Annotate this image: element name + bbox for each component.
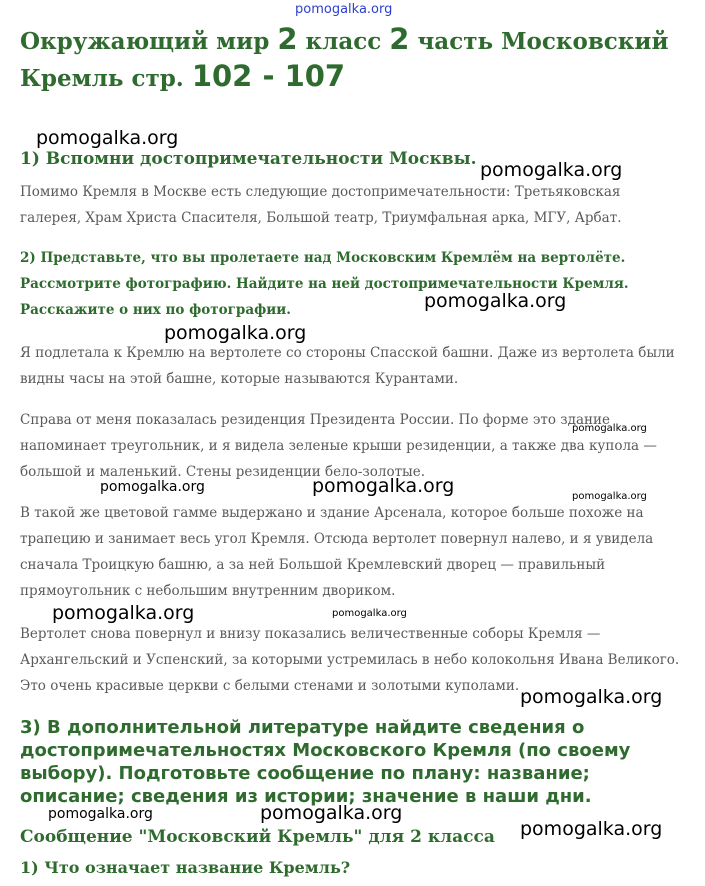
- watermark: pomogalka.org: [424, 290, 567, 312]
- title-pages: 102 - 107: [191, 59, 346, 93]
- question-2-heading: 2) Представьте, что вы пролетаете над Московским Кремлём на вертолёте. Рассмотрите фотографию. Найдите на ней достопримечательности Кремля. Расскажите о них по фотографии.: [20, 250, 629, 318]
- watermark: pomogalka.org: [295, 2, 393, 17]
- title-text-3: часть Московский Кремль стр.: [20, 28, 669, 92]
- question-2-paragraph-4: Вертолет снова повернул и внизу показались величественные соборы Кремля — Архангельский и Успенский, за которыми устремилась в небо колокольня Ивана Великого. Это очень красивые церкви с белыми стенами и золотыми куполами.: [20, 626, 680, 694]
- subsection-1-heading: 1) Что означает название Кремль?: [20, 858, 351, 877]
- watermark: pomogalka.org: [100, 479, 205, 495]
- watermark: pomogalka.org: [36, 127, 179, 149]
- question-2-paragraph-3: В такой же цветовой гамме выдержано и здание Арсенала, которое больше похоже на трапецию и занимает весь угол Кремля. Отсюда вертолет повернул налево, и я увидела сначала Троицкую башню, а за ней Большой Кремлевский дворец — правильный прямоугольник с небольшим внутренним двориком.: [20, 505, 654, 599]
- watermark: pomogalka.org: [52, 602, 195, 624]
- title-number-2: 2: [389, 22, 410, 56]
- watermark: pomogalka.org: [572, 491, 647, 502]
- message-title: Сообщение "Московский Кремль" для 2 класса: [20, 827, 495, 847]
- watermark: pomogalka.org: [520, 686, 663, 708]
- title-number-1: 2: [277, 22, 298, 56]
- title-text-2: класс: [297, 28, 390, 55]
- watermark: pomogalka.org: [480, 159, 623, 181]
- question-3-heading: 3) В дополнительной литературе найдите сведения о достопримечательностях Московского Кремля (по своему выбору). Подготовьте сообщение по плану: название; описание; сведения из истории; значение в наши дни.: [20, 717, 631, 807]
- question-2-paragraph-1: Я подлетала к Кремлю на вертолете со стороны Спасской башни. Даже из вертолета были видны часы на этой башне, которые называются Курантами.: [20, 345, 675, 387]
- page-title: [20, 22, 690, 96]
- question-1-heading: 1) Вспомни достопримечательности Москвы.: [20, 149, 477, 169]
- watermark: pomogalka.org: [520, 818, 663, 840]
- question-1-answer: Помимо Кремля в Москве есть следующие достопримечательности: Третьяковская галерея, Храм Христа Спасителя, Большой театр, Триумфальная арка, МГУ, Арбат.: [20, 184, 622, 226]
- watermark: pomogalka.org: [332, 608, 407, 619]
- watermark: pomogalka.org: [164, 322, 307, 344]
- question-2-paragraph-2: Справа от меня показалась резиденция Президента России. По форме это здание напоминает треугольник, и я видела зеленые крыши резиденции, а также два купола — большой и маленький. Стены резиденции бело-золотые.: [20, 412, 657, 480]
- watermark: pomogalka.org: [48, 806, 153, 822]
- watermark: pomogalka.org: [572, 423, 647, 434]
- title-text-1: Окружающий мир: [20, 28, 278, 55]
- watermark: pomogalka.org: [260, 802, 403, 824]
- watermark: pomogalka.org: [312, 475, 455, 497]
